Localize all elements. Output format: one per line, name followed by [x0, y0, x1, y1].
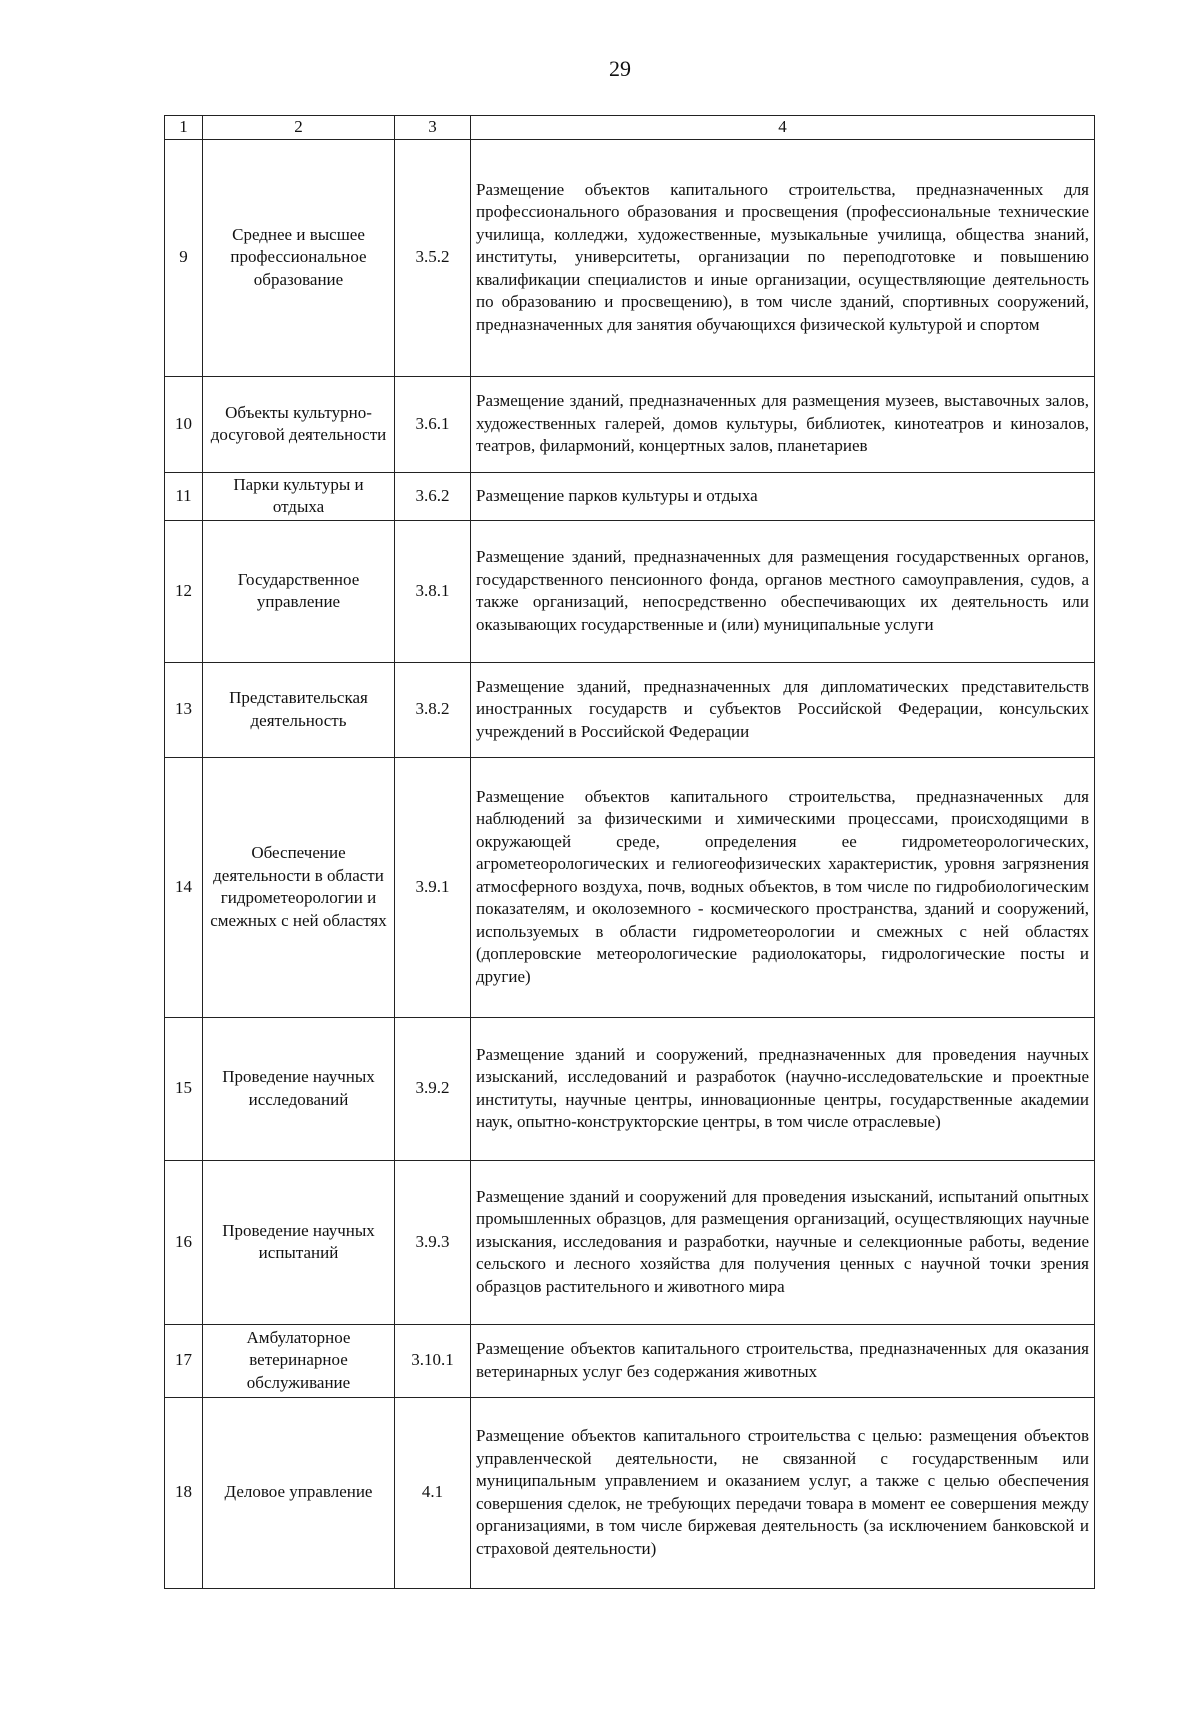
- row-number: 17: [165, 1324, 203, 1397]
- table-row: [165, 1160, 1095, 1324]
- column-header: 3: [395, 116, 471, 140]
- use-type-description: Размещение объектов капитального строительства, предназначенных для оказания ветеринарных услуг без содержания животных: [471, 1324, 1095, 1397]
- column-header: 4: [471, 116, 1095, 140]
- table-row: [165, 1397, 1095, 1588]
- table-row: [165, 1017, 1095, 1160]
- table-row: [165, 1324, 1095, 1397]
- use-type-description: Размещение объектов капитального строительства, предназначенных для наблюдений за физическими и химическими процессами, происходящими в окружающей среде, определения ее гидрометеорологических, агрометеорологических и гелиогеофизических характеристик, уровня загрязнения атмосферного воздуха, почв, водных объектов, в том числе по гидробиологическим показателям, и околоземного - космического пространства, зданий и сооружений, используемых в области гидрометеорологии и смежных с ней областях (доплеровские метеорологические радиолокаторы, гидрологические посты и другие): [471, 757, 1095, 1017]
- table-row: [165, 472, 1095, 520]
- land-use-table: [164, 115, 1095, 1589]
- use-type-name: Проведение научных испытаний: [203, 1160, 395, 1324]
- row-number: 11: [165, 472, 203, 520]
- column-header: 2: [203, 116, 395, 140]
- use-type-name: Проведение научных исследований: [203, 1017, 395, 1160]
- row-number: 15: [165, 1017, 203, 1160]
- table-row: [165, 376, 1095, 472]
- row-number: 16: [165, 1160, 203, 1324]
- use-type-description: Размещение зданий, предназначенных для размещения государственных органов, государственного пенсионного фонда, органов местного самоуправления, судов, а также организаций, непосредственно обеспечивающих их деятельность или оказывающих государственные и (или) муниципальные услуги: [471, 520, 1095, 662]
- use-type-name: Обеспечение деятельности в области гидрометеорологии и смежных с ней областях: [203, 757, 395, 1017]
- table-header-row: [165, 116, 1095, 140]
- use-type-description: Размещение зданий, предназначенных для дипломатических представительств иностранных государств и субъектов Российской Федерации, консульских учреждений в Российской Федерации: [471, 662, 1095, 757]
- use-type-name: Среднее и высшее профессиональное образование: [203, 139, 395, 376]
- row-number: 14: [165, 757, 203, 1017]
- page-number: 29: [609, 56, 631, 81]
- use-type-code: 3.9.3: [395, 1160, 471, 1324]
- use-type-code: 3.6.2: [395, 472, 471, 520]
- use-type-name: Парки культуры и отдыха: [203, 472, 395, 520]
- table-row: [165, 757, 1095, 1017]
- use-type-description: Размещение зданий и сооружений для проведения изысканий, испытаний опытных промышленных образцов, для размещения организаций, осуществляющих научные изыскания, исследования и разработки, научные и селекционные работы, ведение сельского и лесного хозяйства для получения ценных с научной точки зрения образцов растительного и животного мира: [471, 1160, 1095, 1324]
- use-type-description: Размещение объектов капитального строительства, предназначенных для профессионального образования и просвещения (профессиональные технические училища, колледжи, художественные, музыкальные училища, общества знаний, институты, университеты, организации по переподготовке и повышению квалификации специалистов и иные организации, осуществляющие деятельность по образованию и просвещению), в том числе зданий, спортивных сооружений, предназначенных для занятия обучающихся физической культурой и спортом: [471, 139, 1095, 376]
- table-row: [165, 520, 1095, 662]
- use-type-code: 3.8.2: [395, 662, 471, 757]
- table-row: [165, 139, 1095, 376]
- use-type-name: Деловое управление: [203, 1397, 395, 1588]
- use-type-code: 3.9.2: [395, 1017, 471, 1160]
- use-type-name: Объекты культурно-досуговой деятельности: [203, 376, 395, 472]
- use-type-description: Размещение зданий, предназначенных для размещения музеев, выставочных залов, художественных галерей, домов культуры, библиотек, кинотеатров и кинозалов, театров, филармоний, концертных залов, планетариев: [471, 376, 1095, 472]
- use-type-name: Представительская деятельность: [203, 662, 395, 757]
- column-header: 1: [165, 116, 203, 140]
- use-type-code: 4.1: [395, 1397, 471, 1588]
- use-type-description: Размещение зданий и сооружений, предназначенных для проведения научных изысканий, исследований и разработок (научно-исследовательские и проектные институты, научные центры, инновационные центры, государственные академии наук, опытно-конструкторские центры, в том числе отраслевые): [471, 1017, 1095, 1160]
- row-number: 9: [165, 139, 203, 376]
- use-type-code: 3.9.1: [395, 757, 471, 1017]
- use-type-name: Государственное управление: [203, 520, 395, 662]
- use-type-description: Размещение парков культуры и отдыха: [471, 472, 1095, 520]
- use-type-description: Размещение объектов капитального строительства с целью: размещения объектов управленческой деятельности, не связанной с государственным или муниципальным управлением и оказанием услуг, а также с целью обеспечения совершения сделок, не требующих передачи товара в момент ее совершения между организациями, в том числе биржевая деятельность (за исключением банковской и страховой деятельности): [471, 1397, 1095, 1588]
- row-number: 12: [165, 520, 203, 662]
- row-number: 13: [165, 662, 203, 757]
- use-type-code: 3.6.1: [395, 376, 471, 472]
- table-row: [165, 662, 1095, 757]
- use-type-name: Амбулаторное ветеринарное обслуживание: [203, 1324, 395, 1397]
- use-type-code: 3.5.2: [395, 139, 471, 376]
- use-type-code: 3.8.1: [395, 520, 471, 662]
- row-number: 18: [165, 1397, 203, 1588]
- row-number: 10: [165, 376, 203, 472]
- use-type-code: 3.10.1: [395, 1324, 471, 1397]
